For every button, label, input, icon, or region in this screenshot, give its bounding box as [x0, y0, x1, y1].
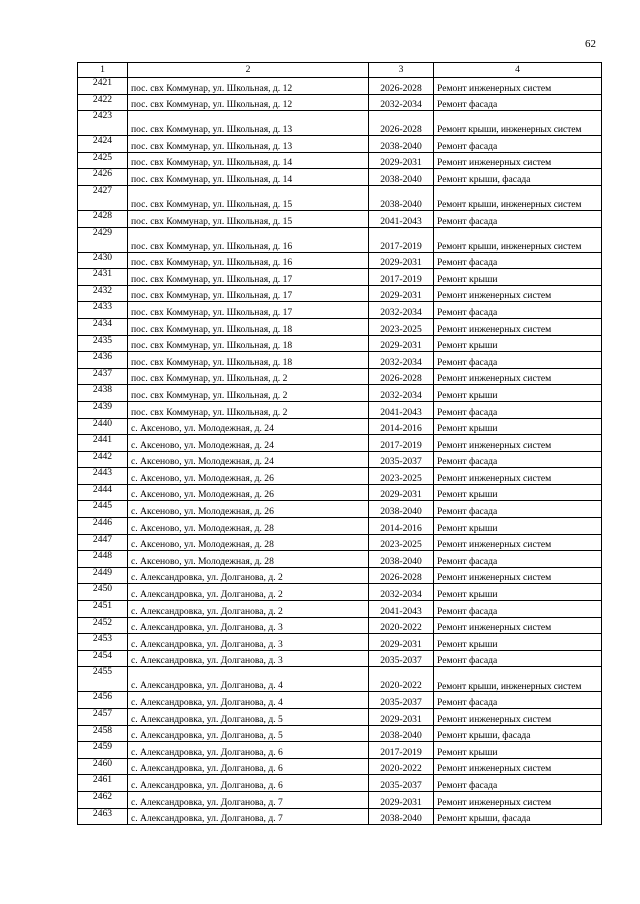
- address-cell: с. Александровка, ул. Долганова, д. 3: [128, 634, 369, 651]
- row-number-cell: 2447: [78, 534, 128, 551]
- table-row: [78, 352, 602, 369]
- address-cell: с. Александровка, ул. Долганова, д. 3: [128, 617, 369, 634]
- address-cell: с. Аксеново, ул. Молодежная, д. 28: [128, 518, 369, 535]
- work-type-cell: Ремонт инженерных систем: [434, 78, 602, 95]
- table-row: [78, 169, 602, 186]
- address-cell: пос. свх Коммунар, ул. Школьная, д. 17: [128, 269, 369, 286]
- table-row: [78, 534, 602, 551]
- table-row: [78, 791, 602, 808]
- work-type-cell: Ремонт крыши: [434, 634, 602, 651]
- work-type-cell: Ремонт фасада: [434, 401, 602, 418]
- table-row: [78, 401, 602, 418]
- address-cell: пос. свх Коммунар, ул. Школьная, д. 18: [128, 335, 369, 352]
- address-cell: с. Аксеново, ул. Молодежная, д. 26: [128, 468, 369, 485]
- work-type-cell: Ремонт крыши: [434, 742, 602, 759]
- period-cell: 2023-2025: [369, 468, 434, 485]
- work-type-cell: Ремонт инженерных систем: [434, 567, 602, 584]
- table-row: [78, 185, 602, 210]
- row-number-cell: 2456: [78, 692, 128, 709]
- work-type-cell: Ремонт инженерных систем: [434, 534, 602, 551]
- address-cell: пос. свх Коммунар, ул. Школьная, д. 18: [128, 352, 369, 369]
- address-cell: с. Аксеново, ул. Молодежная, д. 28: [128, 551, 369, 568]
- table-row: [78, 484, 602, 501]
- row-number-cell: 2459: [78, 742, 128, 759]
- row-number-cell: 2443: [78, 468, 128, 485]
- row-number-cell: 2452: [78, 617, 128, 634]
- address-cell: с. Александровка, ул. Долганова, д. 5: [128, 709, 369, 726]
- work-type-cell: Ремонт крыши, инженерных систем: [434, 111, 602, 136]
- address-cell: с. Александровка, ул. Долганова, д. 7: [128, 791, 369, 808]
- table-row: [78, 601, 602, 618]
- work-type-cell: Ремонт фасада: [434, 501, 602, 518]
- address-cell: пос. свх Коммунар, ул. Школьная, д. 18: [128, 318, 369, 335]
- table-row: [78, 742, 602, 759]
- address-cell: с. Александровка, ул. Долганова, д. 6: [128, 775, 369, 792]
- table-row: [78, 634, 602, 651]
- row-number-cell: 2421: [78, 78, 128, 95]
- row-number-cell: 2432: [78, 285, 128, 302]
- work-type-cell: Ремонт инженерных систем: [434, 318, 602, 335]
- period-cell: 2029-2031: [369, 335, 434, 352]
- row-number-cell: 2423: [78, 111, 128, 136]
- address-cell: с. Аксеново, ул. Молодежная, д. 26: [128, 501, 369, 518]
- row-number-cell: 2441: [78, 435, 128, 452]
- table-row: [78, 551, 602, 568]
- period-cell: 2038-2040: [369, 808, 434, 825]
- address-cell: с. Александровка, ул. Долганова, д. 4: [128, 692, 369, 709]
- work-type-cell: Ремонт фасада: [434, 94, 602, 111]
- address-cell: пос. свх Коммунар, ул. Школьная, д. 2: [128, 385, 369, 402]
- row-number-cell: 2449: [78, 567, 128, 584]
- table-header-row: [78, 63, 602, 78]
- table-row: [78, 252, 602, 269]
- row-number-cell: 2445: [78, 501, 128, 518]
- address-cell: с. Александровка, ул. Долганова, д. 2: [128, 601, 369, 618]
- period-cell: 2038-2040: [369, 725, 434, 742]
- work-type-cell: Ремонт фасада: [434, 352, 602, 369]
- work-type-cell: Ремонт инженерных систем: [434, 791, 602, 808]
- period-cell: 2038-2040: [369, 501, 434, 518]
- period-cell: 2029-2031: [369, 634, 434, 651]
- address-cell: с. Александровка, ул. Долганова, д. 4: [128, 667, 369, 692]
- row-number-cell: 2457: [78, 709, 128, 726]
- row-number-cell: 2422: [78, 94, 128, 111]
- table-row: [78, 518, 602, 535]
- row-number-cell: 2433: [78, 302, 128, 319]
- row-number-cell: 2450: [78, 584, 128, 601]
- row-number-cell: 2458: [78, 725, 128, 742]
- column-header-period: 3: [369, 63, 434, 78]
- row-number-cell: 2428: [78, 210, 128, 227]
- page-number: 62: [585, 38, 596, 50]
- work-type-cell: Ремонт фасада: [434, 650, 602, 667]
- work-type-cell: Ремонт фасада: [434, 451, 602, 468]
- address-cell: с. Александровка, ул. Долганова, д. 5: [128, 725, 369, 742]
- address-cell: с. Аксеново, ул. Молодежная, д. 28: [128, 534, 369, 551]
- row-number-cell: 2435: [78, 335, 128, 352]
- address-cell: пос. свх Коммунар, ул. Школьная, д. 13: [128, 136, 369, 153]
- work-type-cell: Ремонт крыши: [434, 269, 602, 286]
- work-type-cell: Ремонт крыши: [434, 385, 602, 402]
- table-row: [78, 584, 602, 601]
- address-cell: с. Аксеново, ул. Молодежная, д. 26: [128, 484, 369, 501]
- work-type-cell: Ремонт крыши, инженерных систем: [434, 667, 602, 692]
- row-number-cell: 2455: [78, 667, 128, 692]
- address-cell: пос. свх Коммунар, ул. Школьная, д. 16: [128, 252, 369, 269]
- table-row: [78, 111, 602, 136]
- period-cell: 2020-2022: [369, 667, 434, 692]
- work-type-cell: Ремонт инженерных систем: [434, 285, 602, 302]
- address-cell: с. Александровка, ул. Долганова, д. 2: [128, 567, 369, 584]
- work-type-cell: Ремонт фасада: [434, 601, 602, 618]
- period-cell: 2026-2028: [369, 78, 434, 95]
- table-row: [78, 78, 602, 95]
- period-cell: 2038-2040: [369, 185, 434, 210]
- table-row: [78, 808, 602, 825]
- work-type-cell: Ремонт инженерных систем: [434, 468, 602, 485]
- work-type-cell: Ремонт крыши: [434, 584, 602, 601]
- period-cell: 2020-2022: [369, 758, 434, 775]
- row-number-cell: 2434: [78, 318, 128, 335]
- period-cell: 2014-2016: [369, 418, 434, 435]
- period-cell: 2026-2028: [369, 368, 434, 385]
- work-type-cell: Ремонт фасада: [434, 252, 602, 269]
- address-cell: пос. свх Коммунар, ул. Школьная, д. 15: [128, 185, 369, 210]
- period-cell: 2020-2022: [369, 617, 434, 634]
- period-cell: 2032-2034: [369, 584, 434, 601]
- table-row: [78, 302, 602, 319]
- row-number-cell: 2463: [78, 808, 128, 825]
- row-number-cell: 2454: [78, 650, 128, 667]
- table-row: [78, 335, 602, 352]
- work-type-cell: Ремонт фасада: [434, 136, 602, 153]
- row-number-cell: 2436: [78, 352, 128, 369]
- period-cell: 2032-2034: [369, 302, 434, 319]
- table-row: [78, 725, 602, 742]
- address-cell: пос. свх Коммунар, ул. Школьная, д. 2: [128, 368, 369, 385]
- period-cell: 2023-2025: [369, 534, 434, 551]
- table-row: [78, 435, 602, 452]
- address-cell: с. Александровка, ул. Долганова, д. 6: [128, 742, 369, 759]
- table-body: [78, 78, 602, 825]
- table-row: [78, 501, 602, 518]
- period-cell: 2032-2034: [369, 94, 434, 111]
- work-type-cell: Ремонт крыши: [434, 518, 602, 535]
- table-row: [78, 94, 602, 111]
- row-number-cell: 2451: [78, 601, 128, 618]
- row-number-cell: 2461: [78, 775, 128, 792]
- period-cell: 2017-2019: [369, 269, 434, 286]
- period-cell: 2041-2043: [369, 210, 434, 227]
- table-row: [78, 385, 602, 402]
- period-cell: 2029-2031: [369, 252, 434, 269]
- work-type-cell: Ремонт инженерных систем: [434, 617, 602, 634]
- work-type-cell: Ремонт фасада: [434, 210, 602, 227]
- table-row: [78, 418, 602, 435]
- work-type-cell: Ремонт инженерных систем: [434, 368, 602, 385]
- period-cell: 2038-2040: [369, 551, 434, 568]
- period-cell: 2029-2031: [369, 709, 434, 726]
- row-number-cell: 2440: [78, 418, 128, 435]
- table-row: [78, 451, 602, 468]
- period-cell: 2014-2016: [369, 518, 434, 535]
- address-cell: с. Аксеново, ул. Молодежная, д. 24: [128, 451, 369, 468]
- table-row: [78, 152, 602, 169]
- period-cell: 2041-2043: [369, 401, 434, 418]
- address-cell: пос. свх Коммунар, ул. Школьная, д. 2: [128, 401, 369, 418]
- work-type-cell: Ремонт фасада: [434, 775, 602, 792]
- work-type-cell: Ремонт крыши, инженерных систем: [434, 185, 602, 210]
- address-cell: с. Аксеново, ул. Молодежная, д. 24: [128, 435, 369, 452]
- period-cell: 2029-2031: [369, 791, 434, 808]
- address-cell: пос. свх Коммунар, ул. Школьная, д. 14: [128, 152, 369, 169]
- table-row: [78, 227, 602, 252]
- work-type-cell: Ремонт крыши, фасада: [434, 725, 602, 742]
- table-row: [78, 650, 602, 667]
- work-type-cell: Ремонт фасада: [434, 692, 602, 709]
- table-row: [78, 758, 602, 775]
- row-number-cell: 2425: [78, 152, 128, 169]
- table-row: [78, 775, 602, 792]
- address-cell: с. Александровка, ул. Долганова, д. 6: [128, 758, 369, 775]
- work-type-cell: Ремонт инженерных систем: [434, 152, 602, 169]
- row-number-cell: 2437: [78, 368, 128, 385]
- address-cell: с. Александровка, ул. Долганова, д. 3: [128, 650, 369, 667]
- period-cell: 2035-2037: [369, 451, 434, 468]
- period-cell: 2029-2031: [369, 285, 434, 302]
- row-number-cell: 2430: [78, 252, 128, 269]
- repair-schedule-table: [77, 62, 602, 825]
- work-type-cell: Ремонт инженерных систем: [434, 435, 602, 452]
- table-row: [78, 269, 602, 286]
- period-cell: 2038-2040: [369, 169, 434, 186]
- period-cell: 2035-2037: [369, 775, 434, 792]
- row-number-cell: 2429: [78, 227, 128, 252]
- table-row: [78, 285, 602, 302]
- address-cell: пос. свх Коммунар, ул. Школьная, д. 14: [128, 169, 369, 186]
- table-row: [78, 468, 602, 485]
- table-row: [78, 368, 602, 385]
- address-cell: пос. свх Коммунар, ул. Школьная, д. 17: [128, 285, 369, 302]
- work-type-cell: Ремонт фасада: [434, 302, 602, 319]
- row-number-cell: 2426: [78, 169, 128, 186]
- work-type-cell: Ремонт крыши, инженерных систем: [434, 227, 602, 252]
- work-type-cell: Ремонт крыши: [434, 418, 602, 435]
- table-row: [78, 617, 602, 634]
- work-type-cell: Ремонт инженерных систем: [434, 758, 602, 775]
- table-row: [78, 692, 602, 709]
- column-header-number: 1: [78, 63, 128, 78]
- row-number-cell: 2442: [78, 451, 128, 468]
- address-cell: пос. свх Коммунар, ул. Школьная, д. 17: [128, 302, 369, 319]
- period-cell: 2023-2025: [369, 318, 434, 335]
- table-row: [78, 667, 602, 692]
- period-cell: 2017-2019: [369, 742, 434, 759]
- period-cell: 2032-2034: [369, 385, 434, 402]
- period-cell: 2032-2034: [369, 352, 434, 369]
- work-type-cell: Ремонт крыши: [434, 335, 602, 352]
- row-number-cell: 2462: [78, 791, 128, 808]
- work-type-cell: Ремонт фасада: [434, 551, 602, 568]
- address-cell: пос. свх Коммунар, ул. Школьная, д. 12: [128, 94, 369, 111]
- period-cell: 2017-2019: [369, 435, 434, 452]
- row-number-cell: 2424: [78, 136, 128, 153]
- table-row: [78, 136, 602, 153]
- address-cell: пос. свх Коммунар, ул. Школьная, д. 16: [128, 227, 369, 252]
- table-row: [78, 318, 602, 335]
- address-cell: с. Аксеново, ул. Молодежная, д. 24: [128, 418, 369, 435]
- row-number-cell: 2453: [78, 634, 128, 651]
- work-type-cell: Ремонт крыши, фасада: [434, 169, 602, 186]
- column-header-work: 4: [434, 63, 602, 78]
- period-cell: 2038-2040: [369, 136, 434, 153]
- address-cell: пос. свх Коммунар, ул. Школьная, д. 13: [128, 111, 369, 136]
- period-cell: 2035-2037: [369, 650, 434, 667]
- row-number-cell: 2438: [78, 385, 128, 402]
- period-cell: 2041-2043: [369, 601, 434, 618]
- period-cell: 2029-2031: [369, 484, 434, 501]
- column-header-address: 2: [128, 63, 369, 78]
- row-number-cell: 2427: [78, 185, 128, 210]
- table-row: [78, 567, 602, 584]
- period-cell: 2017-2019: [369, 227, 434, 252]
- period-cell: 2026-2028: [369, 567, 434, 584]
- work-type-cell: Ремонт крыши: [434, 484, 602, 501]
- work-type-cell: Ремонт крыши, фасада: [434, 808, 602, 825]
- address-cell: пос. свх Коммунар, ул. Школьная, д. 15: [128, 210, 369, 227]
- row-number-cell: 2448: [78, 551, 128, 568]
- period-cell: 2026-2028: [369, 111, 434, 136]
- row-number-cell: 2446: [78, 518, 128, 535]
- period-cell: 2029-2031: [369, 152, 434, 169]
- table-row: [78, 210, 602, 227]
- address-cell: пос. свх Коммунар, ул. Школьная, д. 12: [128, 78, 369, 95]
- period-cell: 2035-2037: [369, 692, 434, 709]
- table-row: [78, 709, 602, 726]
- address-cell: с. Александровка, ул. Долганова, д. 7: [128, 808, 369, 825]
- row-number-cell: 2431: [78, 269, 128, 286]
- row-number-cell: 2460: [78, 758, 128, 775]
- work-type-cell: Ремонт инженерных систем: [434, 709, 602, 726]
- address-cell: с. Александровка, ул. Долганова, д. 2: [128, 584, 369, 601]
- row-number-cell: 2444: [78, 484, 128, 501]
- row-number-cell: 2439: [78, 401, 128, 418]
